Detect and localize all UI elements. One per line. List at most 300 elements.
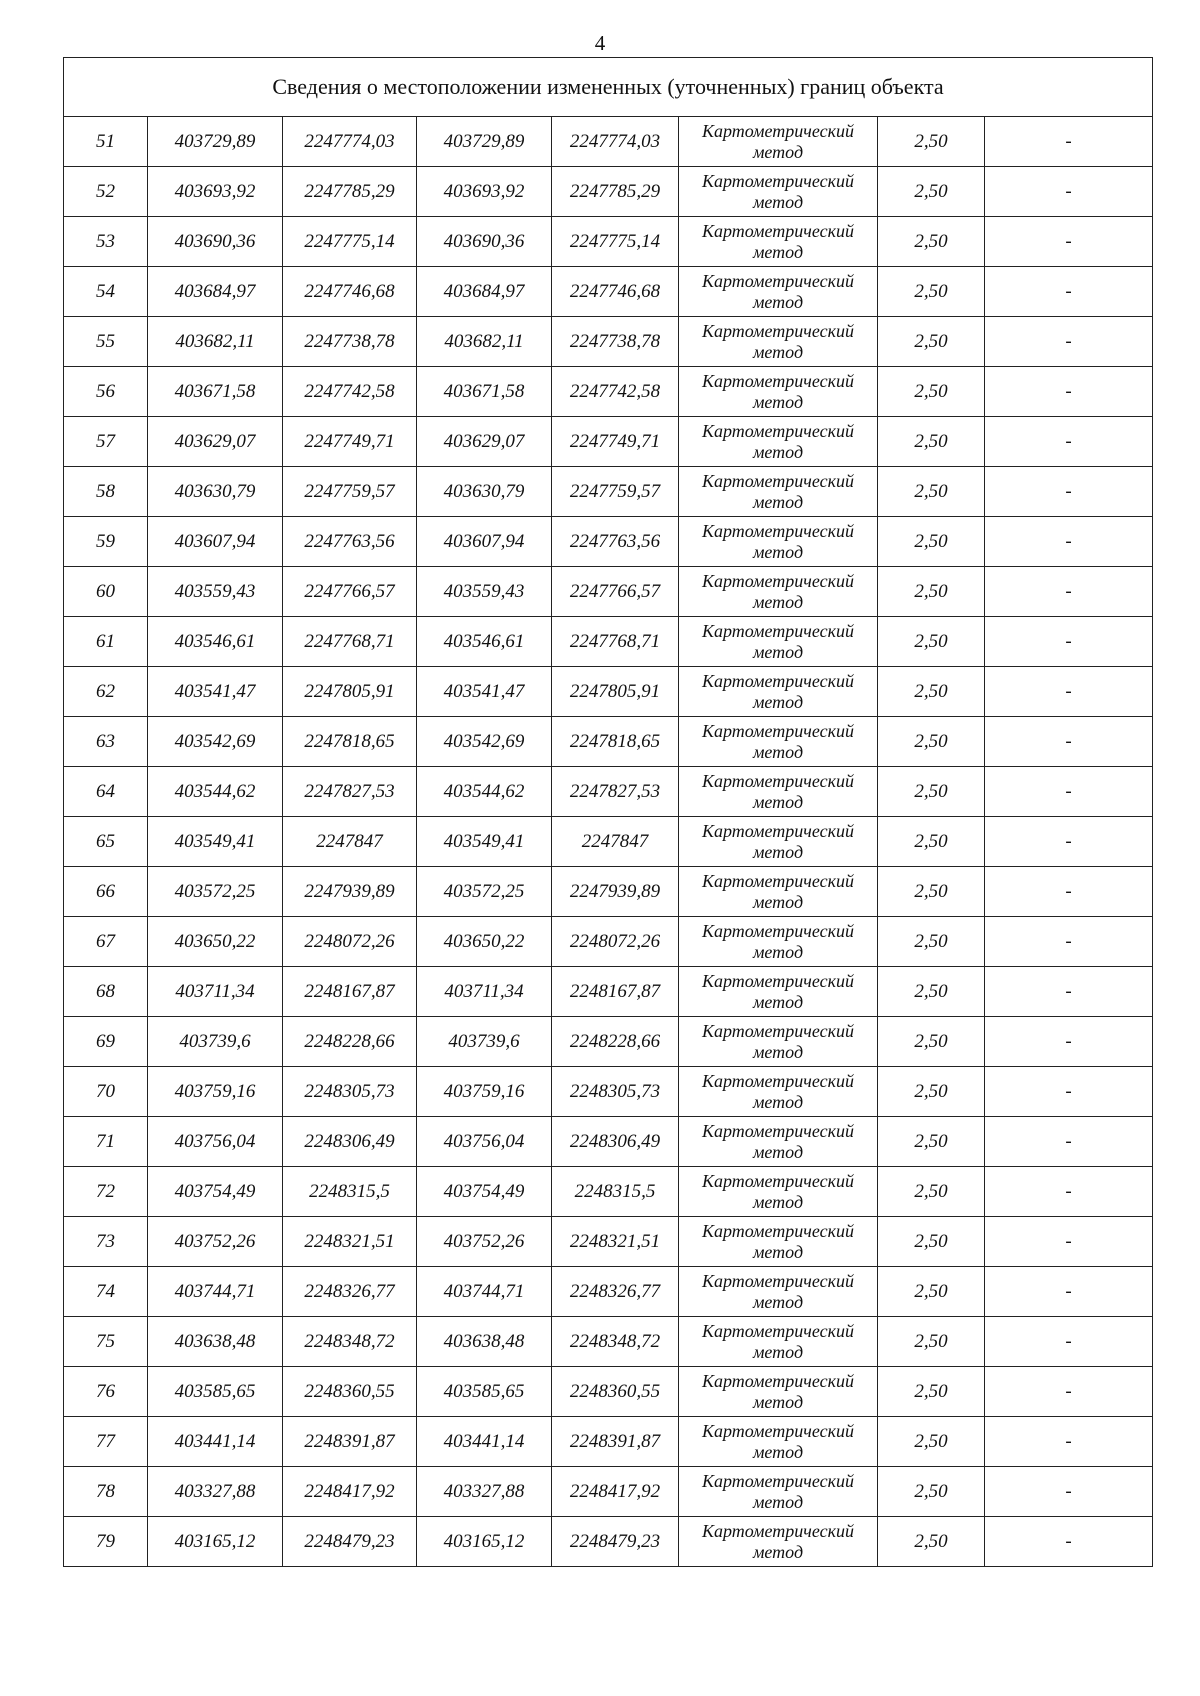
existing-x-cell: 403585,65 (148, 1367, 283, 1417)
table-row (64, 1367, 1153, 1417)
table-row (64, 317, 1153, 367)
accuracy-cell: 2,50 (878, 967, 985, 1017)
accuracy-cell: 2,50 (878, 1517, 985, 1567)
method-line-2: метод (752, 741, 804, 762)
method-line-1: Картометрический (701, 470, 854, 491)
note-cell: - (985, 167, 1153, 217)
table-row (64, 267, 1153, 317)
table-row (64, 117, 1153, 167)
refined-x-cell: 403754,49 (417, 1167, 552, 1217)
point-number-cell: 58 (64, 467, 148, 517)
existing-x-cell: 403671,58 (148, 367, 283, 417)
existing-x-cell: 403542,69 (148, 717, 283, 767)
point-number-cell: 55 (64, 317, 148, 367)
accuracy-cell: 2,50 (878, 267, 985, 317)
note-cell: - (985, 867, 1153, 917)
method-line-1: Картометрический (701, 570, 854, 591)
table-caption-row (64, 58, 1153, 117)
existing-y-cell: 2247805,91 (283, 667, 417, 717)
method-line-1: Картометрический (701, 1220, 854, 1241)
existing-x-cell: 403759,16 (148, 1067, 283, 1117)
note-cell: - (985, 1217, 1153, 1267)
accuracy-cell: 2,50 (878, 167, 985, 217)
table-row (64, 1317, 1153, 1367)
point-number-cell: 51 (64, 117, 148, 167)
note-cell: - (985, 817, 1153, 867)
refined-y-cell: 2247768,71 (552, 617, 679, 667)
note-cell: - (985, 1267, 1153, 1317)
refined-y-cell: 2248167,87 (552, 967, 679, 1017)
method-cell (679, 1017, 878, 1067)
method-line-1: Картометрический (701, 1020, 854, 1041)
method-cell (679, 1367, 878, 1417)
refined-x-cell: 403546,61 (417, 617, 552, 667)
accuracy-cell: 2,50 (878, 1217, 985, 1267)
existing-x-cell: 403754,49 (148, 1167, 283, 1217)
refined-x-cell: 403693,92 (417, 167, 552, 217)
method-line-1: Картометрический (701, 720, 854, 741)
existing-y-cell: 2248321,51 (283, 1217, 417, 1267)
note-cell: - (985, 1017, 1153, 1067)
note-cell: - (985, 517, 1153, 567)
note-cell: - (985, 1467, 1153, 1517)
accuracy-cell: 2,50 (878, 1167, 985, 1217)
point-number-cell: 64 (64, 767, 148, 817)
refined-x-cell: 403165,12 (417, 1517, 552, 1567)
existing-x-cell: 403638,48 (148, 1317, 283, 1367)
existing-y-cell: 2248167,87 (283, 967, 417, 1017)
refined-x-cell: 403739,6 (417, 1017, 552, 1067)
point-number-cell: 75 (64, 1317, 148, 1367)
method-cell (679, 967, 878, 1017)
method-line-2: метод (752, 291, 804, 312)
point-number-cell: 76 (64, 1367, 148, 1417)
note-cell: - (985, 1117, 1153, 1167)
method-cell (679, 567, 878, 617)
existing-x-cell: 403693,92 (148, 167, 283, 217)
existing-x-cell: 403756,04 (148, 1117, 283, 1167)
refined-x-cell: 403756,04 (417, 1117, 552, 1167)
existing-x-cell: 403752,26 (148, 1217, 283, 1267)
existing-y-cell: 2248348,72 (283, 1317, 417, 1367)
method-cell (679, 617, 878, 667)
existing-y-cell: 2248305,73 (283, 1067, 417, 1117)
table-row (64, 917, 1153, 967)
accuracy-cell: 2,50 (878, 1017, 985, 1067)
method-line-1: Картометрический (701, 770, 854, 791)
point-number-cell: 57 (64, 417, 148, 467)
accuracy-cell: 2,50 (878, 1267, 985, 1317)
method-line-2: метод (752, 1541, 804, 1562)
existing-x-cell: 403441,14 (148, 1417, 283, 1467)
existing-x-cell: 403607,94 (148, 517, 283, 567)
point-number-cell: 59 (64, 517, 148, 567)
refined-y-cell: 2248417,92 (552, 1467, 679, 1517)
note-cell: - (985, 1367, 1153, 1417)
refined-y-cell: 2248228,66 (552, 1017, 679, 1067)
method-line-1: Картометрический (701, 520, 854, 541)
method-line-1: Картометрический (701, 820, 854, 841)
method-cell (679, 1467, 878, 1517)
method-line-1: Картометрический (701, 1420, 854, 1441)
refined-x-cell: 403541,47 (417, 667, 552, 717)
table-row (64, 367, 1153, 417)
refined-y-cell: 2248326,77 (552, 1267, 679, 1317)
refined-y-cell: 2248391,87 (552, 1417, 679, 1467)
existing-x-cell: 403572,25 (148, 867, 283, 917)
method-line-1: Картометрический (701, 1270, 854, 1291)
existing-y-cell: 2248315,5 (283, 1167, 417, 1217)
table-caption: Сведения о местоположении измененных (уточненных) границ объекта (64, 58, 1153, 117)
point-number-cell: 78 (64, 1467, 148, 1517)
method-line-2: метод (752, 691, 804, 712)
table-row (64, 1217, 1153, 1267)
method-line-1: Картометрический (701, 320, 854, 341)
method-line-1: Картометрический (701, 420, 854, 441)
existing-x-cell: 403739,6 (148, 1017, 283, 1067)
table-row (64, 167, 1153, 217)
method-cell (679, 867, 878, 917)
method-line-2: метод (752, 1141, 804, 1162)
refined-x-cell: 403607,94 (417, 517, 552, 567)
accuracy-cell: 2,50 (878, 1117, 985, 1167)
refined-x-cell: 403711,34 (417, 967, 552, 1017)
table-row (64, 1017, 1153, 1067)
existing-x-cell: 403682,11 (148, 317, 283, 367)
note-cell: - (985, 467, 1153, 517)
method-line-2: метод (752, 391, 804, 412)
table-row (64, 217, 1153, 267)
table-row (64, 767, 1153, 817)
note-cell: - (985, 417, 1153, 467)
table-row (64, 1067, 1153, 1117)
refined-x-cell: 403327,88 (417, 1467, 552, 1517)
method-cell (679, 1117, 878, 1167)
point-number-cell: 71 (64, 1117, 148, 1167)
refined-y-cell: 2248306,49 (552, 1117, 679, 1167)
refined-y-cell: 2247738,78 (552, 317, 679, 367)
table-body (64, 58, 1153, 1567)
refined-x-cell: 403729,89 (417, 117, 552, 167)
existing-x-cell: 403729,89 (148, 117, 283, 167)
method-line-1: Картометрический (701, 220, 854, 241)
table-row (64, 667, 1153, 717)
accuracy-cell: 2,50 (878, 667, 985, 717)
method-line-2: метод (752, 341, 804, 362)
method-line-2: метод (752, 641, 804, 662)
existing-y-cell: 2248072,26 (283, 917, 417, 967)
method-line-1: Картометрический (701, 670, 854, 691)
method-cell (679, 217, 878, 267)
table-row (64, 417, 1153, 467)
point-number-cell: 74 (64, 1267, 148, 1317)
note-cell: - (985, 367, 1153, 417)
refined-y-cell: 2248479,23 (552, 1517, 679, 1567)
method-line-1: Картометрический (701, 270, 854, 291)
refined-x-cell: 403585,65 (417, 1367, 552, 1417)
note-cell: - (985, 317, 1153, 367)
refined-x-cell: 403542,69 (417, 717, 552, 767)
point-number-cell: 68 (64, 967, 148, 1017)
method-line-2: метод (752, 891, 804, 912)
method-line-2: метод (752, 241, 804, 262)
method-line-2: метод (752, 1241, 804, 1262)
point-number-cell: 77 (64, 1417, 148, 1467)
point-number-cell: 54 (64, 267, 148, 317)
existing-x-cell: 403549,41 (148, 817, 283, 867)
note-cell: - (985, 617, 1153, 667)
accuracy-cell: 2,50 (878, 1467, 985, 1517)
existing-y-cell: 2248228,66 (283, 1017, 417, 1067)
point-number-cell: 62 (64, 667, 148, 717)
method-cell (679, 1417, 878, 1467)
accuracy-cell: 2,50 (878, 1067, 985, 1117)
note-cell: - (985, 767, 1153, 817)
refined-y-cell: 2247785,29 (552, 167, 679, 217)
accuracy-cell: 2,50 (878, 1367, 985, 1417)
method-line-2: метод (752, 841, 804, 862)
refined-y-cell: 2248315,5 (552, 1167, 679, 1217)
accuracy-cell: 2,50 (878, 767, 985, 817)
note-cell: - (985, 1417, 1153, 1467)
method-line-1: Картометрический (701, 120, 854, 141)
table-row (64, 1267, 1153, 1317)
point-number-cell: 61 (64, 617, 148, 667)
accuracy-cell: 2,50 (878, 467, 985, 517)
method-cell (679, 717, 878, 767)
refined-y-cell: 2247805,91 (552, 667, 679, 717)
refined-y-cell: 2248321,51 (552, 1217, 679, 1267)
refined-x-cell: 403650,22 (417, 917, 552, 967)
refined-x-cell: 403682,11 (417, 317, 552, 367)
point-number-cell: 60 (64, 567, 148, 617)
note-cell: - (985, 667, 1153, 717)
existing-x-cell: 403165,12 (148, 1517, 283, 1567)
accuracy-cell: 2,50 (878, 617, 985, 667)
refined-y-cell: 2247818,65 (552, 717, 679, 767)
method-line-2: метод (752, 491, 804, 512)
accuracy-cell: 2,50 (878, 417, 985, 467)
method-line-1: Картометрический (701, 870, 854, 891)
refined-x-cell: 403629,07 (417, 417, 552, 467)
existing-y-cell: 2247818,65 (283, 717, 417, 767)
note-cell: - (985, 567, 1153, 617)
method-line-2: метод (752, 991, 804, 1012)
point-number-cell: 70 (64, 1067, 148, 1117)
refined-x-cell: 403671,58 (417, 367, 552, 417)
existing-y-cell: 2248417,92 (283, 1467, 417, 1517)
existing-y-cell: 2247766,57 (283, 567, 417, 617)
table-row (64, 1517, 1153, 1567)
method-cell (679, 1517, 878, 1567)
method-line-1: Картометрический (701, 1120, 854, 1141)
existing-y-cell: 2247847 (283, 817, 417, 867)
accuracy-cell: 2,50 (878, 117, 985, 167)
note-cell: - (985, 217, 1153, 267)
existing-y-cell: 2248326,77 (283, 1267, 417, 1317)
existing-y-cell: 2247785,29 (283, 167, 417, 217)
existing-x-cell: 403327,88 (148, 1467, 283, 1517)
method-line-2: метод (752, 791, 804, 812)
accuracy-cell: 2,50 (878, 317, 985, 367)
point-number-cell: 69 (64, 1017, 148, 1067)
existing-x-cell: 403650,22 (148, 917, 283, 967)
existing-y-cell: 2247774,03 (283, 117, 417, 167)
method-line-2: метод (752, 541, 804, 562)
method-line-2: метод (752, 941, 804, 962)
method-line-2: метод (752, 1341, 804, 1362)
note-cell: - (985, 117, 1153, 167)
accuracy-cell: 2,50 (878, 1317, 985, 1367)
existing-x-cell: 403711,34 (148, 967, 283, 1017)
existing-y-cell: 2247827,53 (283, 767, 417, 817)
method-line-2: метод (752, 1041, 804, 1062)
method-line-2: метод (752, 591, 804, 612)
refined-y-cell: 2247746,68 (552, 267, 679, 317)
refined-x-cell: 403690,36 (417, 217, 552, 267)
method-line-1: Картометрический (701, 970, 854, 991)
existing-y-cell: 2247759,57 (283, 467, 417, 517)
method-cell (679, 267, 878, 317)
method-line-1: Картометрический (701, 1470, 854, 1491)
accuracy-cell: 2,50 (878, 217, 985, 267)
method-line-2: метод (752, 141, 804, 162)
method-cell (679, 767, 878, 817)
table-row (64, 1417, 1153, 1467)
refined-y-cell: 2248072,26 (552, 917, 679, 967)
method-line-2: метод (752, 1191, 804, 1212)
accuracy-cell: 2,50 (878, 817, 985, 867)
existing-x-cell: 403559,43 (148, 567, 283, 617)
refined-y-cell: 2247775,14 (552, 217, 679, 267)
existing-x-cell: 403544,62 (148, 767, 283, 817)
point-number-cell: 66 (64, 867, 148, 917)
refined-x-cell: 403759,16 (417, 1067, 552, 1117)
refined-x-cell: 403544,62 (417, 767, 552, 817)
existing-y-cell: 2247746,68 (283, 267, 417, 317)
existing-x-cell: 403684,97 (148, 267, 283, 317)
method-cell (679, 367, 878, 417)
refined-y-cell: 2247939,89 (552, 867, 679, 917)
method-cell (679, 167, 878, 217)
method-line-2: метод (752, 1491, 804, 1512)
method-line-1: Картометрический (701, 1070, 854, 1091)
existing-y-cell: 2247742,58 (283, 367, 417, 417)
method-cell (679, 667, 878, 717)
table-row (64, 517, 1153, 567)
refined-x-cell: 403684,97 (417, 267, 552, 317)
method-cell (679, 417, 878, 467)
refined-y-cell: 2248305,73 (552, 1067, 679, 1117)
table-row (64, 717, 1153, 767)
refined-y-cell: 2247742,58 (552, 367, 679, 417)
table-row (64, 1117, 1153, 1167)
point-number-cell: 52 (64, 167, 148, 217)
point-number-cell: 63 (64, 717, 148, 767)
coordinates-table (63, 57, 1153, 1567)
table-row (64, 567, 1153, 617)
existing-x-cell: 403629,07 (148, 417, 283, 467)
method-cell (679, 1217, 878, 1267)
existing-x-cell: 403630,79 (148, 467, 283, 517)
table-row (64, 617, 1153, 667)
note-cell: - (985, 267, 1153, 317)
refined-x-cell: 403630,79 (417, 467, 552, 517)
refined-y-cell: 2247763,56 (552, 517, 679, 567)
existing-y-cell: 2248479,23 (283, 1517, 417, 1567)
method-line-2: метод (752, 1441, 804, 1462)
existing-y-cell: 2248306,49 (283, 1117, 417, 1167)
refined-y-cell: 2247827,53 (552, 767, 679, 817)
accuracy-cell: 2,50 (878, 717, 985, 767)
method-cell (679, 817, 878, 867)
method-cell (679, 1067, 878, 1117)
accuracy-cell: 2,50 (878, 867, 985, 917)
point-number-cell: 65 (64, 817, 148, 867)
method-line-1: Картометрический (701, 1320, 854, 1341)
method-line-1: Картометрический (701, 1370, 854, 1391)
refined-y-cell: 2247749,71 (552, 417, 679, 467)
method-cell (679, 517, 878, 567)
point-number-cell: 73 (64, 1217, 148, 1267)
existing-x-cell: 403546,61 (148, 617, 283, 667)
refined-y-cell: 2247759,57 (552, 467, 679, 517)
method-cell (679, 917, 878, 967)
method-line-2: метод (752, 441, 804, 462)
method-cell (679, 1167, 878, 1217)
refined-x-cell: 403638,48 (417, 1317, 552, 1367)
method-line-1: Картометрический (701, 170, 854, 191)
method-line-1: Картометрический (701, 1520, 854, 1541)
note-cell: - (985, 1167, 1153, 1217)
existing-y-cell: 2248360,55 (283, 1367, 417, 1417)
existing-y-cell: 2247939,89 (283, 867, 417, 917)
refined-x-cell: 403549,41 (417, 817, 552, 867)
refined-x-cell: 403559,43 (417, 567, 552, 617)
refined-x-cell: 403441,14 (417, 1417, 552, 1467)
method-cell (679, 317, 878, 367)
note-cell: - (985, 967, 1153, 1017)
note-cell: - (985, 1517, 1153, 1567)
refined-x-cell: 403744,71 (417, 1267, 552, 1317)
refined-y-cell: 2248360,55 (552, 1367, 679, 1417)
table-row (64, 1467, 1153, 1517)
refined-y-cell: 2247847 (552, 817, 679, 867)
method-line-1: Картометрический (701, 370, 854, 391)
table-row (64, 467, 1153, 517)
point-number-cell: 72 (64, 1167, 148, 1217)
existing-x-cell: 403541,47 (148, 667, 283, 717)
method-line-2: метод (752, 191, 804, 212)
refined-y-cell: 2247774,03 (552, 117, 679, 167)
existing-x-cell: 403690,36 (148, 217, 283, 267)
accuracy-cell: 2,50 (878, 917, 985, 967)
table-row (64, 817, 1153, 867)
existing-x-cell: 403744,71 (148, 1267, 283, 1317)
existing-y-cell: 2247775,14 (283, 217, 417, 267)
page-number: 4 (594, 31, 606, 55)
accuracy-cell: 2,50 (878, 1417, 985, 1467)
method-line-1: Картометрический (701, 1170, 854, 1191)
existing-y-cell: 2247749,71 (283, 417, 417, 467)
method-cell (679, 467, 878, 517)
refined-x-cell: 403752,26 (417, 1217, 552, 1267)
point-number-cell: 67 (64, 917, 148, 967)
accuracy-cell: 2,50 (878, 367, 985, 417)
point-number-cell: 56 (64, 367, 148, 417)
method-cell (679, 117, 878, 167)
note-cell: - (985, 1067, 1153, 1117)
